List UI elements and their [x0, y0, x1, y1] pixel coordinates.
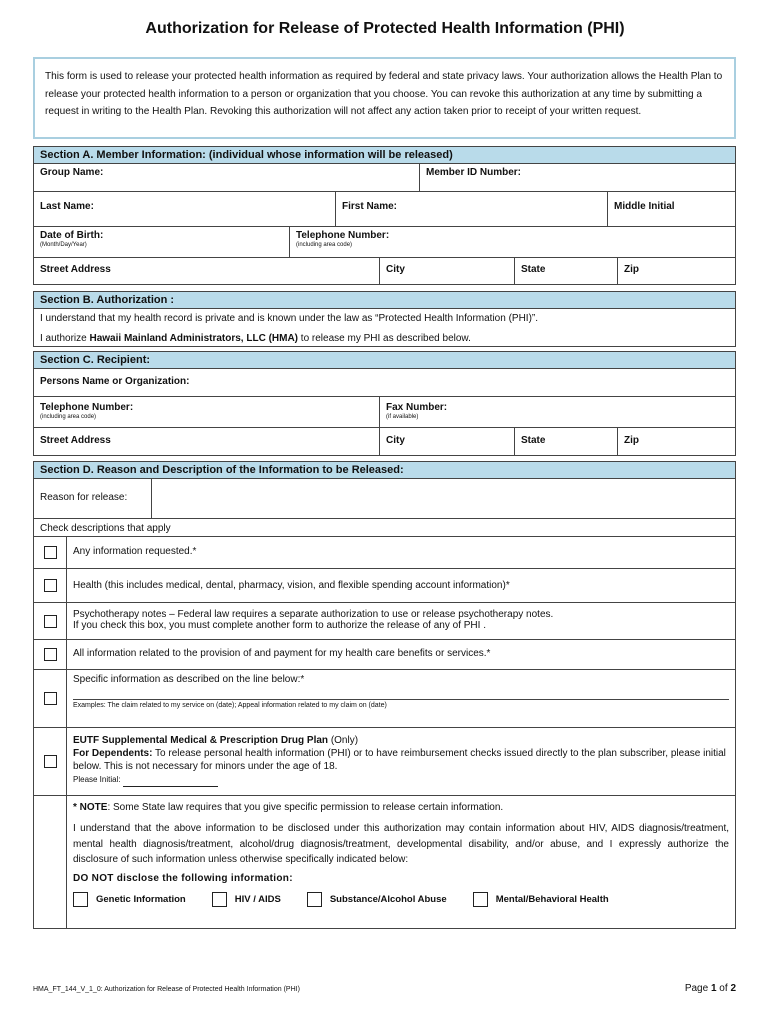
option-health-label: Health (this includes medical, dental, pharmacy, vision, and flexible spending account information)*: [73, 580, 510, 591]
section-b-header: Section B. Authorization :: [33, 291, 736, 309]
checkbox-hiv[interactable]: [212, 892, 227, 907]
note-block: [33, 796, 736, 929]
checkbox-eutf[interactable]: [44, 755, 57, 768]
middle-initial-field[interactable]: Middle Initial: [614, 201, 675, 212]
member-state-field[interactable]: State: [515, 258, 618, 284]
dc-mental[interactable]: Mental/Behavioral Health: [473, 892, 609, 907]
do-not-disclose-label: DO NOT disclose the following information:: [73, 872, 293, 884]
form: [33, 146, 736, 929]
dc-hiv[interactable]: HIV / AIDS: [212, 892, 281, 907]
option-specific: [33, 670, 736, 728]
dob-field[interactable]: Date of Birth: (Month/Day/Year): [34, 227, 290, 257]
option-all-info: [33, 640, 736, 670]
page-title: Authorization for Release of Protected Health Information (PHI): [145, 20, 625, 37]
option-all-info-label: All information related to the provision of and payment for my health care benefits or services.*: [73, 648, 491, 659]
reason-label: Reason for release:: [34, 479, 152, 518]
group-name-field[interactable]: Group Name:: [34, 164, 420, 191]
understand-text: I understand that the above information to be disclosed under this authorization may contain information about HIV, AIDS diagnosis/treatment, mental health diagnosis/treatment, alcohol/drug diagnosis/treatment, developmental disability, and/or abuse, and I expressly authorize the disclosure of such information unless otherwise specifically indicated below:: [73, 823, 729, 865]
member-street-field[interactable]: Street Address: [34, 258, 380, 284]
row-dob: [33, 227, 736, 258]
recipient-state-field[interactable]: State: [515, 428, 618, 455]
authorization-line-1: I understand that my health record is private and is known under the law as “Protected Health Information (PHI)”.: [33, 309, 736, 327]
first-name-field[interactable]: First Name:: [336, 192, 608, 226]
note-content: * NOTE: Some State law requires that you give specific permission to release certain information. I understand that the above information to be disclosed under this authorization may contain information about HIV, AIDS diagnosis/treatment, mental health diagnosis/treatment, alcohol/drug diagnosis/treatment, developmental disability, and/or abuse, and I expressly authorize the disclosure of such information unless otherwise specifically indicated below: DO NOT disclose the following information: Genetic Information HIV / AIDS Substance/Alcohol Abuse Mental/Behavioral Health: [73, 802, 729, 905]
authorization-line-2: I authorize Hawaii Mainland Administrators, LLC (HMA) to release my PHI as described below.: [33, 327, 736, 347]
section-d-header: Section D. Reason and Description of the Information to be Released:: [33, 461, 736, 479]
checkbox-specific[interactable]: [44, 692, 57, 705]
row-recipient-address: [33, 428, 736, 456]
checkbox-substance[interactable]: [307, 892, 322, 907]
section-a-header: Section A. Member Information: (individual whose information will be released): [33, 146, 736, 164]
reason-field[interactable]: [152, 479, 735, 518]
row-recipient: [33, 369, 736, 397]
option-any-info: [33, 537, 736, 569]
option-eutf-content: EUTF Supplemental Medical & Prescription Drug Plan (Only) For Dependents: To release personal health information (PHI) or to have reimbursement checks issued directly to the plan subscriber, please initial below. This is not necessary for minors under the age of 18. Please Initial:: [67, 728, 735, 795]
option-psychotherapy-label: Psychotherapy notes – Federal law requires a separate authorization to use or release psychotherapy notes. If you check this box, you must complete another form to authorize the release of any of PHI .: [73, 609, 554, 631]
option-eutf: [33, 728, 736, 796]
specific-example: Examples: The claim related to my service on (date); Appeal information related to my claim on (date): [73, 699, 729, 709]
recipient-name-field[interactable]: Persons Name or Organization:: [40, 376, 190, 387]
member-city-field[interactable]: City: [380, 258, 515, 284]
initial-line[interactable]: [123, 773, 218, 787]
checkbox-mental[interactable]: [473, 892, 488, 907]
checkbox-health[interactable]: [44, 579, 57, 592]
checkbox-all-info[interactable]: [44, 648, 57, 661]
option-health: [33, 569, 736, 603]
check-descriptions: Check descriptions that apply: [33, 519, 736, 537]
option-psychotherapy: [33, 603, 736, 640]
checkbox-any-info[interactable]: [44, 546, 57, 559]
recipient-telephone-field[interactable]: Telephone Number: (including area code): [34, 397, 380, 427]
intro-box: This form is used to release your protected health information as required by federal and state privacy laws. Your authorization allows the Health Plan to release your protected health information to a person or organization that you choose. You can revoke this authorization at any time by submitting a request in writing to the Health Plan. Revoking this authorization will not affect any action taken prior to receipt of your written request.: [33, 57, 736, 139]
page-number: Page 1 of 2: [684, 983, 736, 994]
dc-substance[interactable]: Substance/Alcohol Abuse: [307, 892, 447, 907]
recipient-zip-field[interactable]: Zip: [624, 435, 639, 446]
last-name-field[interactable]: Last Name:: [34, 192, 336, 226]
checkbox-psychotherapy[interactable]: [44, 615, 57, 628]
row-recipient-phone: [33, 397, 736, 428]
dc-genetic[interactable]: Genetic Information: [73, 892, 186, 907]
member-zip-field[interactable]: Zip: [624, 264, 639, 275]
section-c-header: Section C. Recipient:: [33, 351, 736, 369]
option-specific-label: Specific information as described on the line below:*: [73, 674, 305, 685]
row-address: [33, 258, 736, 285]
member-id-field[interactable]: Member ID Number:: [426, 167, 522, 178]
do-not-disclose-options: [73, 892, 729, 907]
recipient-city-field[interactable]: City: [380, 428, 515, 455]
recipient-fax-field[interactable]: Fax Number: (if available): [386, 402, 448, 420]
form-id: HMA_FT_144_V_1_0: Authorization for Release of Protected Health Information (PHI): [33, 986, 300, 993]
option-any-info-label: Any information requested.*: [73, 546, 197, 557]
row-reason: [33, 479, 736, 519]
checkbox-genetic[interactable]: [73, 892, 88, 907]
option-specific-content: [67, 670, 735, 727]
row-group: [33, 164, 736, 192]
recipient-street-field[interactable]: Street Address: [34, 428, 380, 455]
row-name: [33, 192, 736, 227]
member-telephone-field[interactable]: Telephone Number: (including area code): [296, 230, 390, 248]
